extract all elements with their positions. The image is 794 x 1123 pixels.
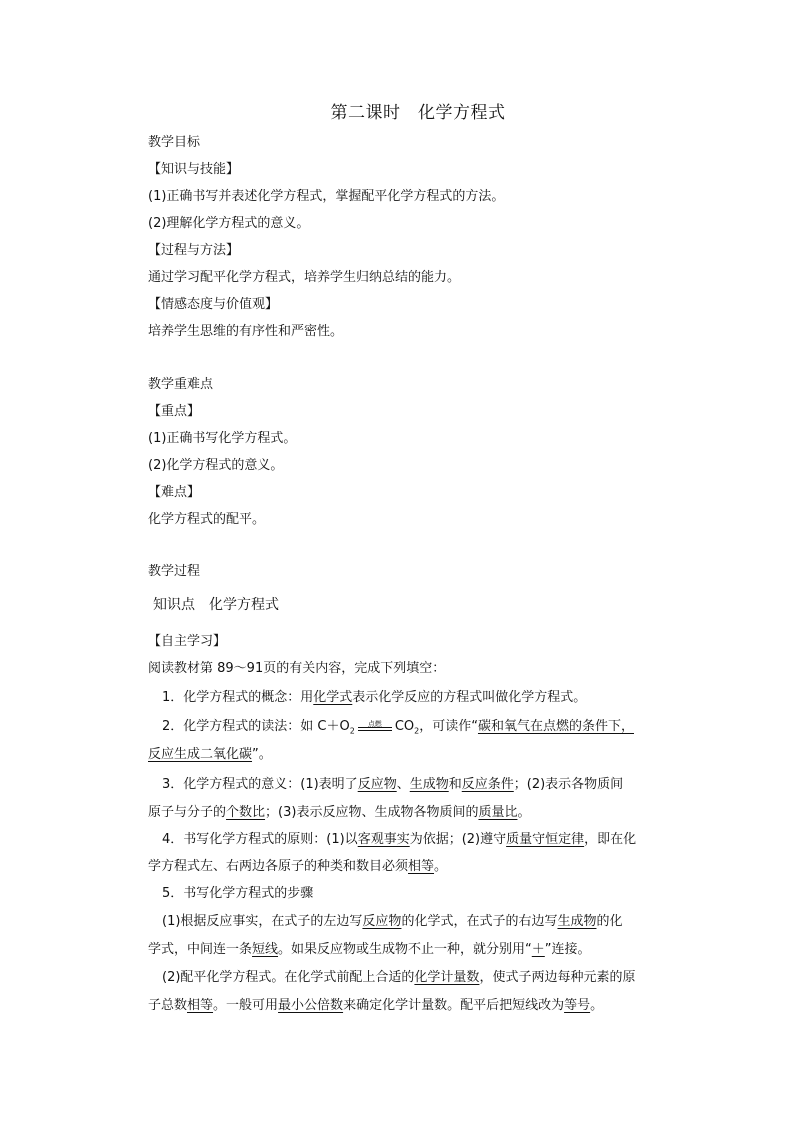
reaction-condition-arrow: [358, 721, 392, 733]
answer-blank: 生成物: [557, 914, 597, 929]
fill-item-2: 2．化学方程式的读法：如 $C+O_2$ 点燃 $CO_2$，可读作“碳和氧气在点燃的条件下，: [162, 718, 634, 741]
difficulty-heading: 【难点】: [148, 485, 201, 500]
key-points-heading: 教学重难点: [148, 377, 214, 392]
answer-blank: 短线: [252, 942, 279, 957]
emotion-item-1: 培养学生思维的有序性和严密性。: [148, 324, 344, 339]
process-method-heading: 【过程与方法】: [148, 243, 240, 258]
answer-blank: 质量比: [478, 805, 518, 820]
answer-blank: 化学计量数: [414, 970, 480, 985]
answer-blank: 客观事实: [357, 832, 410, 847]
difficulty-item-1: 化学方程式的配平。: [148, 512, 266, 527]
fill-item-5-step-2: (2)配平化学方程式。在化学式前配上合适的化学计量数，使式子两边每种元素的原: [162, 970, 636, 985]
self-study-heading: 【自主学习】: [148, 634, 227, 649]
focus-heading: 【重点】: [148, 404, 201, 419]
focus-item-2: (2)化学方程式的意义。: [148, 458, 284, 473]
answer-blank: 等号: [564, 998, 591, 1013]
fill-item-4: 4．书写化学方程式的原则：(1)以客观事实为依据；(2)遵守质量守恒定律，即在化: [162, 832, 637, 847]
knowledge-point-title: 知识点 化学方程式: [153, 597, 279, 613]
process-method-item-1: 通过学习配平化学方程式，培养学生归纳总结的能力。: [148, 270, 461, 285]
fill-item-5-step-1-cont: 学式，中间连一条短线。如果反应物或生成物不止一种，就分别用“＋”连接。: [148, 942, 591, 957]
fill-item-2-cont: 反应生成二氧化碳”。: [148, 747, 272, 762]
answer-blank: 个数比: [226, 805, 266, 820]
condition-label: 点燃: [367, 719, 382, 728]
fill-item-1: 1．化学方程式的概念：用化学式表示化学反应的方程式叫做化学方程式。: [162, 690, 587, 705]
answer-blank: 生成物: [409, 777, 449, 792]
self-study-instruction: 阅读教材第 89～91页的有关内容，完成下列填空：: [148, 661, 446, 676]
fill-item-4-cont: 学方程式左、右两边各原子的种类和数目必须相等。: [148, 859, 448, 874]
process-heading: 教学过程: [148, 564, 201, 579]
answer-blank: 化学式: [313, 690, 353, 705]
answer-blank: 相等: [408, 859, 435, 874]
fill-item-5-step-2-cont: 子总数相等。一般可用最小公倍数来确定化学计量数。配平后把短线改为等号。: [148, 998, 604, 1013]
answer-blank: 碳和氧气在点燃的条件下，: [477, 719, 634, 734]
knowledge-heading: 【知识与技能】: [148, 162, 240, 177]
answer-blank: 反应物: [357, 777, 397, 792]
fill-item-5-step-1: (1)根据反应事实，在式子的左边写反应物的化学式，在式子的右边写生成物的化: [162, 914, 623, 929]
answer-blank: 反应物: [362, 914, 402, 929]
knowledge-item-2: (2)理解化学方程式的意义。: [148, 216, 310, 231]
answer-blank: 相等: [187, 998, 214, 1013]
emotion-heading: 【情感态度与价值观】: [148, 297, 279, 312]
fill-item-3-cont: 原子与分子的个数比；(3)表示反应物、生成物各物质间的质量比。: [148, 805, 531, 820]
fill-item-3: 3．化学方程式的意义：(1)表明了反应物、生成物和反应条件；(2)表示各物质间: [162, 777, 624, 792]
answer-blank: 最小公倍数: [278, 998, 344, 1013]
answer-blank: ＋: [531, 942, 545, 957]
focus-item-1: (1)正确书写化学方程式。: [148, 431, 297, 446]
answer-blank: 质量守恒定律: [506, 832, 585, 847]
fill-item-5-heading: 5．书写化学方程式的步骤: [162, 886, 314, 901]
knowledge-item-1: (1)正确书写并表述化学方程式，掌握配平化学方程式的方法。: [148, 189, 505, 204]
answer-blank: 反应条件: [461, 777, 514, 792]
answer-blank: 反应生成二氧化碳: [148, 747, 253, 762]
goals-heading: 教学目标: [148, 135, 201, 150]
page-title: 第二课时 化学方程式: [330, 103, 506, 123]
